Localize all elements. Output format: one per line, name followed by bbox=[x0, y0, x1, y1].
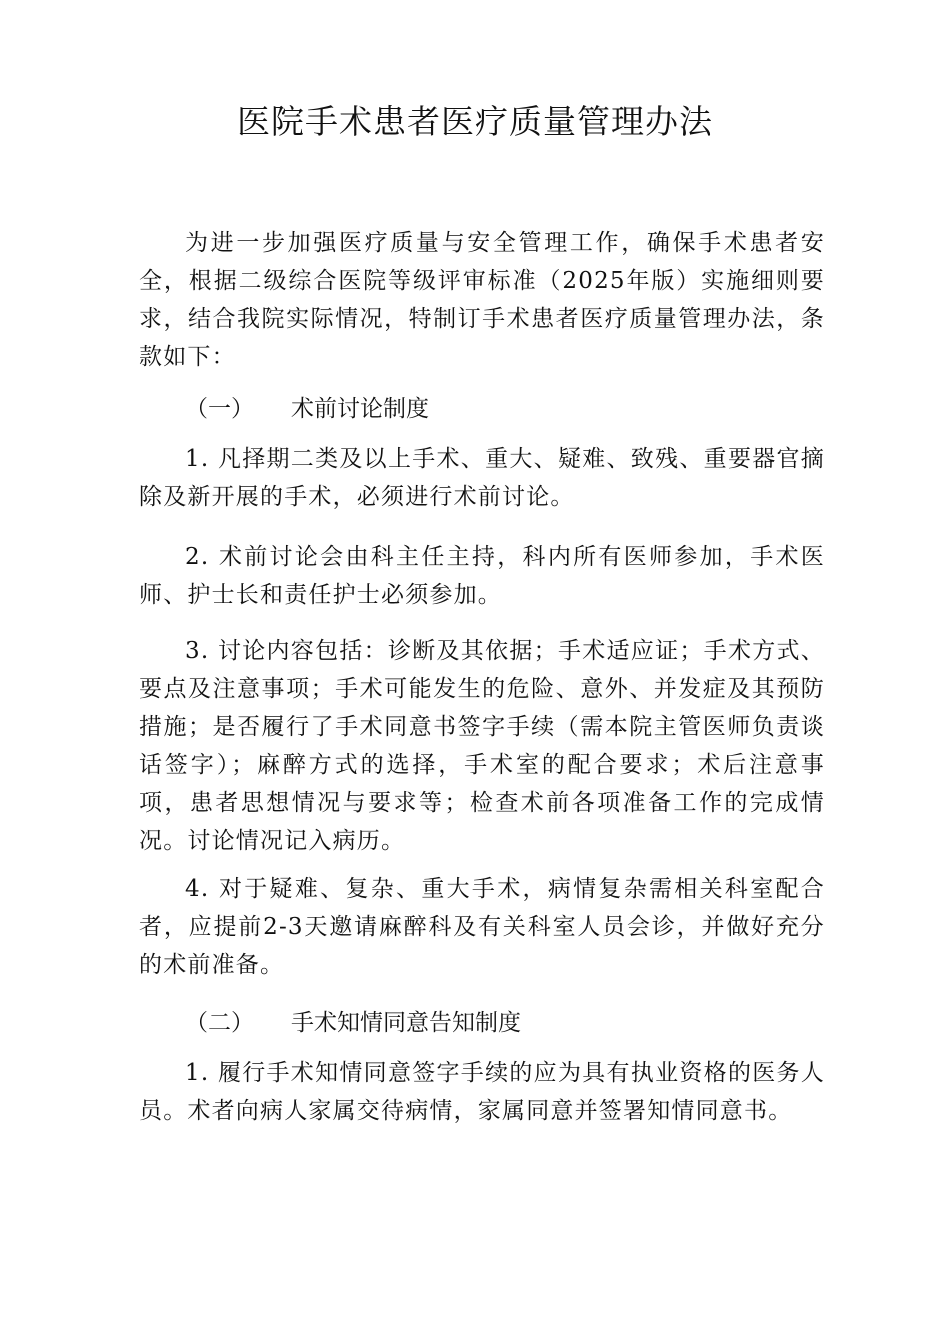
section-1-item-4: 4. 对于疑难、复杂、重大手术，病情复杂需相关科室配合者，应提前2-3天邀请麻醉科及有关科室人员会诊，并做好充分的术前准备。 bbox=[139, 876, 825, 978]
section-number: （二） bbox=[185, 1010, 254, 1036]
section-title: 术前讨论制度 bbox=[291, 396, 429, 422]
section-heading-2 bbox=[185, 1004, 521, 1042]
document-title: 医院手术患者医疗质量管理办法 bbox=[237, 102, 713, 141]
section-1-item-3: 3. 讨论内容包括：诊断及其依据；手术适应证；手术方式、要点及注意事项；手术可能发生的危险、意外、并发症及其预防措施；是否履行了手术同意书签字手续（需本院主管医师负责谈话签字）；麻醉方式的选择，手术室的配合要求；术后注意事项，患者思想情况与要求等；检查术前各项准备工作的完成情况。讨论情况记入病历。 bbox=[139, 638, 825, 854]
section-title: 手术知情同意告知制度 bbox=[291, 1010, 521, 1036]
section-2-item-1: 1. 履行手术知情同意签字手续的应为具有执业资格的医务人员。术者向病人家属交待病情，家属同意并签署知情同意书。 bbox=[139, 1060, 825, 1124]
intro-paragraph: 为进一步加强医疗质量与安全管理工作，确保手术患者安全，根据二级综合医院等级评审标准（2025年版）实施细则要求，结合我院实际情况，特制订手术患者医疗质量管理办法，条款如下： bbox=[139, 230, 825, 370]
section-heading-1 bbox=[185, 390, 429, 428]
section-1-item-1: 1. 凡择期二类及以上手术、重大、疑难、致残、重要器官摘除及新开展的手术，必须进行术前讨论。 bbox=[139, 446, 825, 510]
section-number: （一） bbox=[185, 396, 254, 422]
section-1-item-2: 2. 术前讨论会由科主任主持，科内所有医师参加，手术医师、护士长和责任护士必须参加。 bbox=[139, 544, 825, 608]
